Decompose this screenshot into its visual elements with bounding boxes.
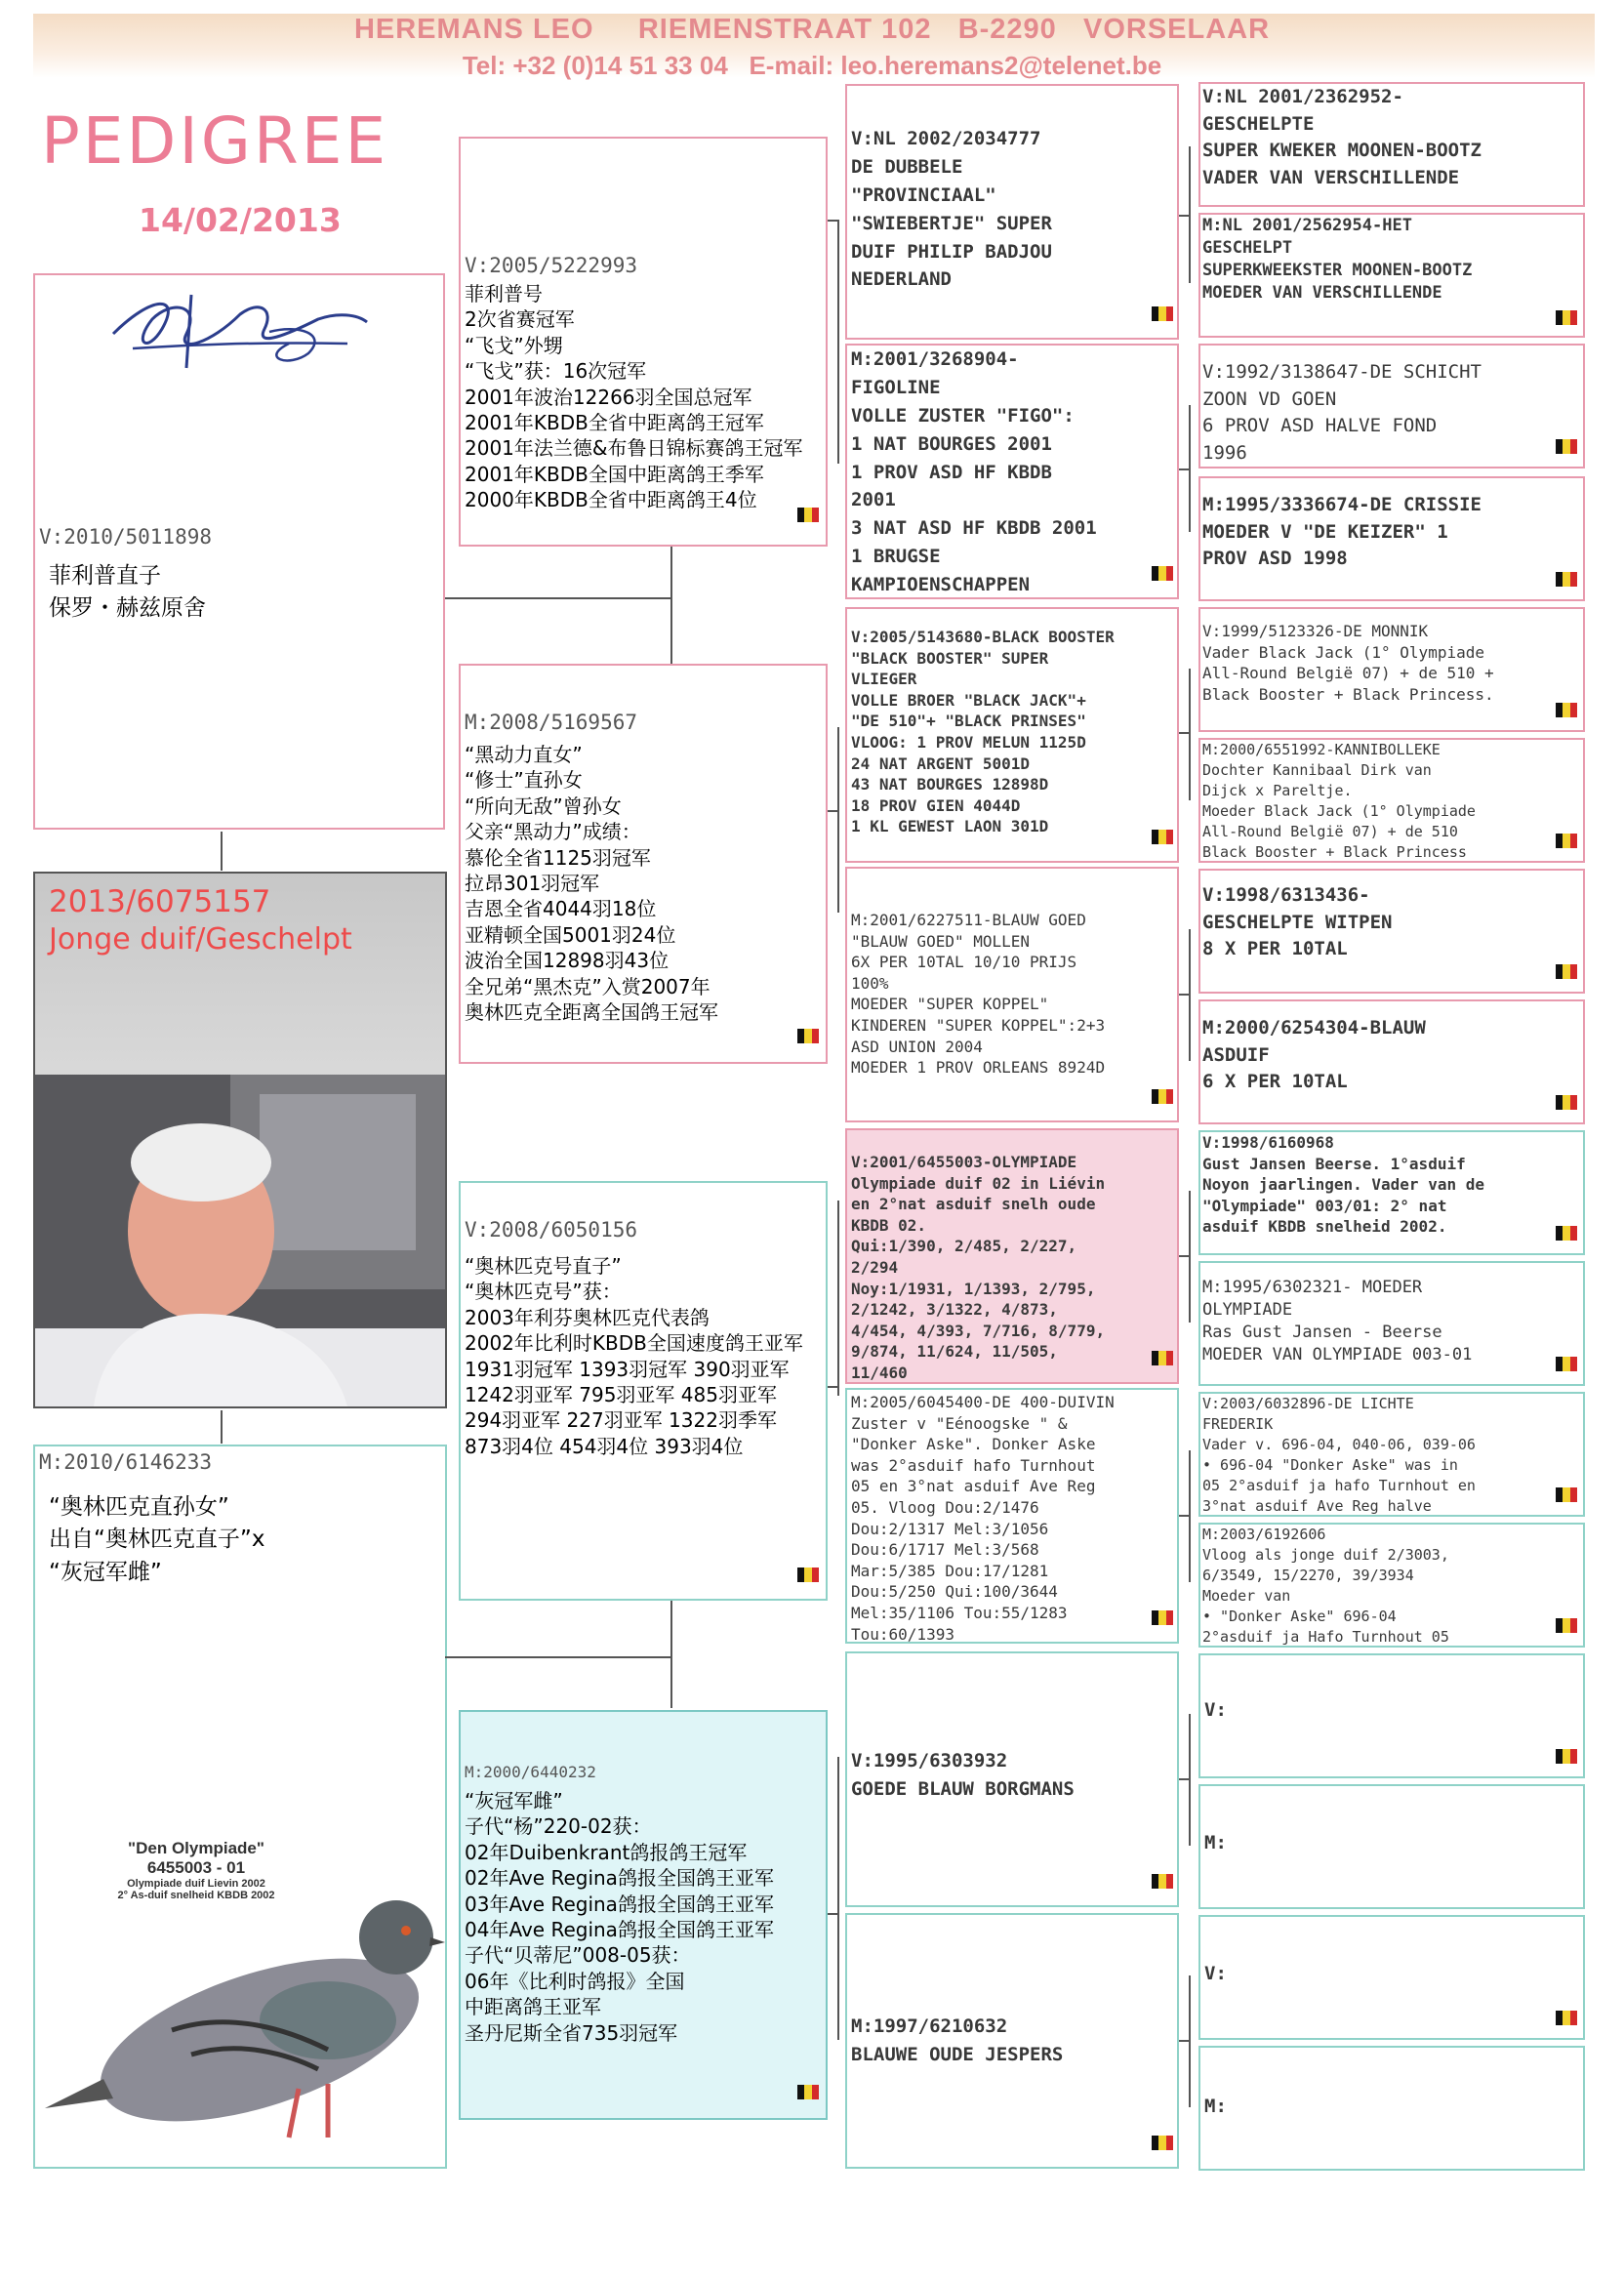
connector: [1189, 669, 1191, 800]
gen4-box-16: [1198, 2046, 1585, 2171]
dam-notes: “奥林匹克直孙女” 出自“奥林匹克直子”x “灰冠军雌”: [49, 1494, 265, 1585]
caption-line-3: Olympiade duif Lievin 2002: [127, 1878, 265, 1890]
gen4-box-5: [1198, 607, 1585, 732]
sire-ring: V:2010/5011898: [39, 525, 213, 549]
gen3-text: M:2001/6227511-BLAUW GOED "BLAUW GOED" MOLLEN 6X PER 10TAL 10/10 PRIJS 100% MOEDER "SUPER KOPPEL" KINDEREN "SUPER KOPPEL":2+3 ASD UNION 2004 MOEDER 1 PROV ORLEANS 8924D: [851, 911, 1106, 1078]
connector: [837, 1757, 839, 2040]
gen4-text: M:2000/6254304-BLAUW ASDUIF 6 X PER 10TAL: [1202, 1017, 1426, 1093]
belgium-flag-icon: [1152, 1874, 1173, 1889]
belgium-flag-icon: [1556, 1226, 1577, 1241]
caption-line-2: 6455003 - 01: [146, 1858, 246, 1877]
connector: [445, 597, 671, 599]
breeder-address: HEREMANS LEO RIEMENSTRAAT 102 B-2290 VORSELAAR: [353, 14, 1271, 45]
gen3-text: M:2001/3268904- FIGOLINE VOLLE ZUSTER "FIGO": 1 NAT BOURGES 2001 1 PROV ASD HF KBDB 2001 3 NAT ASD HF KBDB 2001 1 BRUGSE KAMPIOENSCHAPPEN: [851, 348, 1097, 595]
connector: [1189, 1975, 1191, 2107]
belgium-flag-icon: [1556, 2011, 1577, 2025]
connector: [445, 1656, 671, 1658]
gen4-text: M:1995/6302321- MOEDER OLYMPIADE Ras Gust Jansen - Beerse MOEDER VAN OLYMPIADE 003-01: [1202, 1278, 1473, 1364]
belgium-flag-icon: [1556, 1095, 1577, 1110]
belgium-flag-icon: [1152, 306, 1173, 321]
connector: [1179, 994, 1189, 996]
belgium-flag-icon: [797, 1568, 819, 1582]
connector: [670, 1601, 672, 1708]
belgium-flag-icon: [1152, 1351, 1173, 1365]
connector: [828, 1913, 837, 1915]
gen2-sire-dam-box: [459, 664, 828, 1064]
gen4-text: M:: [1204, 2096, 1227, 2117]
connector: [837, 1201, 839, 1396]
gen2-ring: V:2005/5222993: [465, 254, 638, 277]
gen3-text: M:2005/6045400-DE 400-DUIVIN Zuster v "Eénoogske " & "Donker Aske". Donker Aske was 2°asduif hafo Turnhout 05 en 3°nat asduif Ave Reg 05. Vloog Dou:2/1476 Dou:2/1317 Mel:3/1056 Dou:6/1717 Mel:3/568 Mar:5/385 Dou:17/1281 Dou:5/250 Qui:100/3644 Mel:35/1106 Tou:55/1283 Tou:60/1393: [851, 1393, 1115, 1644]
connector: [1179, 468, 1189, 470]
gen4-box-13: [1198, 1653, 1585, 1778]
gen4-box-10: [1198, 1261, 1585, 1386]
gen4-text: V:: [1204, 1963, 1227, 1984]
pedigree-date: 14/02/2013: [139, 201, 342, 239]
belgium-flag-icon: [1556, 1357, 1577, 1371]
belgium-flag-icon: [1152, 2136, 1173, 2150]
gen4-box-1: [1198, 82, 1585, 207]
belgium-flag-icon: [1556, 1487, 1577, 1502]
belgium-flag-icon: [1556, 703, 1577, 717]
gen3-text: V:1995/6303932 GOEDE BLAUW BORGMANS: [851, 1750, 1075, 1800]
gen4-text: V:2003/6032896-DE LICHTE FREDERIK Vader v. 696-04, 040-06, 039-06 • 696-04 "Donker Aske" was in 05 2°asduif ja hafo Turnhout en 3°nat asduif Ave Reg halve: [1202, 1395, 1476, 1515]
gen2-ring: M:2000/6440232: [465, 1763, 596, 1781]
connector: [837, 220, 839, 464]
gen4-text: M:: [1204, 1832, 1227, 1853]
belgium-flag-icon: [797, 2085, 819, 2099]
gen3-box-4: [845, 867, 1179, 1122]
connector: [1189, 405, 1191, 532]
gen2-sire-sire-box: [459, 137, 828, 547]
gen2-ring: M:2008/5169567: [465, 711, 638, 734]
connector: [1189, 146, 1191, 283]
gen3-box-3: [845, 607, 1179, 863]
gen4-text: M:1995/3336674-DE CRISSIE MOEDER V "DE KEIZER" 1 PROV ASD 1998: [1202, 494, 1482, 570]
connector: [828, 810, 837, 812]
connector: [1189, 929, 1191, 1061]
gen3-text: V:2005/5143680-BLACK BOOSTER "BLACK BOOSTER" SUPER VLIEGER VOLLE BROER "BLACK JACK"+ "DE 510"+ "BLACK PRINSES" VLOOG: 1 PROV MELUN 1125D 24 NAT ARGENT 5001D 43 NAT BOURGES 12898D 18 PROV GIEN 4044D 1 KL GEWEST LAON 301D: [851, 628, 1115, 836]
gen4-box-8: [1198, 999, 1585, 1124]
gen4-box-7: [1198, 869, 1585, 994]
gen3-box-7: [845, 1651, 1179, 1907]
gen4-text: V:1992/3138647-DE SCHICHT ZOON VD GOEN 6 PROV ASD HALVE FOND 1996: [1202, 361, 1482, 464]
gen4-box-6: [1198, 738, 1585, 863]
gen2-notes: “灰冠军雌” 子代“杨”220-02获： 02年Duibenkrant鸽报鸽王冠军 02年Ave Regina鸽报全国鸽王亚军 03年Ave Regina鸽报全国鸽王亚军 04年Ave Regina鸽报全国鸽王亚军 子代“贝蒂尼”008-05获： 06年《比利时鸽报》全国 中距离鸽王亚军 圣丹尼斯全省735羽冠军: [465, 1789, 774, 2045]
belgium-flag-icon: [1556, 439, 1577, 454]
caption-line-1: "Den Olympiade": [128, 1839, 264, 1857]
gen2-notes: “黑动力直女” “修士”直孙女 “所向无敌”曾孙女 父亲“黑动力”成绩： 慕伦全省1125羽冠军 拉昂301羽冠军 吉恩全省4044羽18位 亚精顿全国5001羽24位 波治全国12898羽43位 全兄弟“黑杰克”入赏2007年 奥林匹克全距离全国鸽王冠军: [465, 743, 718, 1024]
gen4-box-15: [1198, 1915, 1585, 2040]
gen2-ring: V:2008/6050156: [465, 1218, 638, 1242]
signature-image: [94, 275, 386, 383]
belgium-flag-icon: [1556, 572, 1577, 587]
caption-line-4: 2° As-duif snelheid KBDB 2002: [117, 1890, 275, 1901]
gen4-box-14: [1198, 1784, 1585, 1909]
gen4-text: V:NL 2001/2362952- GESCHELPTE SUPER KWEKER MOONEN-BOOTZ VADER VAN VERSCHILLENDE: [1202, 86, 1482, 188]
connector: [1189, 1714, 1191, 1846]
gen2-notes: “奥林匹克号直子” “奥林匹克号”获： 2003年利芬奥林匹克代表鸽 2002年比利时KBDB全国速度鸽王亚军 1931羽冠军 1393羽冠军 390羽亚军 1242羽亚军 795羽亚军 485羽亚军 294羽亚军 227羽亚军 1322羽季军 873羽4位 454羽4位 393羽4位: [465, 1254, 803, 1458]
gen3-text: V:NL 2002/2034777 DE DUBBELE "PROVINCIAAL" "SWIEBERTJE" SUPER DUIF PHILIP BADJOU NEDERLAND: [851, 128, 1052, 291]
belgium-flag-icon: [1152, 566, 1173, 581]
gen2-dam-sire-box: [459, 1181, 828, 1601]
connector: [828, 220, 837, 222]
gen3-box-1: [845, 84, 1179, 340]
belgium-flag-icon: [1556, 1749, 1577, 1764]
gen4-box-4: [1198, 476, 1585, 601]
belgium-flag-icon: [1152, 1089, 1173, 1104]
subject-ring: 2013/6075157: [49, 884, 271, 919]
connector: [1179, 215, 1189, 217]
gen3-box-6: [845, 1388, 1179, 1644]
gen3-text: M:1997/6210632 BLAUWE OUDE JESPERS: [851, 2015, 1064, 2065]
connector: [837, 727, 839, 913]
connector: [1179, 732, 1189, 734]
breeder-portrait-image: [35, 1075, 445, 1406]
gen2-notes: 菲利普号 2次省赛冠军 “飞戈”外甥 “飞戈”获：16次冠军 2001年波治12266羽全国总冠军 2001年KBDB全省中距离鸽王冠军 2001年法兰德&布鲁日锦标赛鸽王冠军 2001年KBDB全国中距离鸽王季军 2000年KBDB全省中距离鸽王4位: [465, 282, 803, 512]
belgium-flag-icon: [1556, 1618, 1577, 1633]
sire-notes: 菲利普直子 保罗・赫兹原舍: [49, 563, 206, 622]
gen4-text: M:NL 2001/2562954-HET GESCHELPT SUPERKWEEKSTER MOONEN-BOOTZ MOEDER VAN VERSCHILLENDE: [1202, 216, 1473, 303]
gen4-box-11: [1198, 1392, 1585, 1517]
gen4-text: M:2000/6551992-KANNIBOLLEKE Dochter Kannibaal Dirk van Dijck x Pareltje. Moeder Black Jack (1° Olympiade All-Round België 07) + de 510 Black Booster + Black Princess: [1202, 741, 1476, 861]
belgium-flag-icon: [1556, 310, 1577, 325]
gen4-text: V:1999/5123326-DE MONNIK Vader Black Jack (1° Olympiade All-Round België 07) + de 510 + Black Booster + Black Princess.: [1202, 622, 1494, 704]
gen4-text: V:1998/6313436- GESCHELPTE WITPEN 8 X PER 10TAL: [1202, 884, 1393, 960]
sire-box: [33, 273, 445, 830]
dam-box: [33, 1445, 447, 2169]
connector: [1189, 1191, 1191, 1323]
connector: [1179, 1778, 1189, 1780]
belgium-flag-icon: [1152, 830, 1173, 844]
gen2-dam-dam-box: [459, 1710, 828, 2120]
connector: [221, 832, 223, 871]
gen3-box-2: [845, 344, 1179, 599]
connector: [1179, 1515, 1189, 1517]
connector: [828, 1386, 837, 1388]
connector: [1189, 1450, 1191, 1582]
gen4-box-2: [1198, 213, 1585, 338]
belgium-flag-icon: [1152, 1610, 1173, 1625]
gen4-box-3: [1198, 344, 1585, 468]
subject-photo-box: [33, 872, 447, 1408]
gen3-box-5: [845, 1128, 1179, 1384]
belgium-flag-icon: [797, 1029, 819, 1043]
breeder-contact: Tel: +32 (0)14 51 33 04 E-mail: leo.heremans2@telenet.be: [462, 51, 1162, 80]
connector: [1179, 1255, 1189, 1257]
gen3-box-8: [845, 1913, 1179, 2169]
belgium-flag-icon: [797, 508, 819, 522]
connector: [221, 1410, 223, 1444]
gen4-text: V:: [1204, 1699, 1227, 1721]
gen4-text: V:1998/6160968 Gust Jansen Beerse. 1°asduif Noyon jaarlingen. Vader van de "Olympiade" 003/01: 2° nat asduif KBDB snelheid 2002.: [1202, 1133, 1484, 1237]
connector: [1179, 2040, 1189, 2042]
belgium-flag-icon: [1556, 964, 1577, 979]
gen4-box-12: [1198, 1523, 1585, 1648]
connector: [670, 547, 672, 664]
belgium-flag-icon: [1556, 834, 1577, 848]
dam-ring: M:2010/6146233: [39, 1450, 213, 1474]
gen4-text: M:2003/6192606 Vloog als jonge duif 2/3003, 6/3549, 15/2270, 39/3934 Moeder van • "Donker Aske" 696-04 2°asduif ja Hafo Turnhout 05: [1202, 1526, 1449, 1646]
pigeon-image: [35, 1825, 445, 2167]
gen4-box-9: [1198, 1130, 1585, 1255]
subject-description: Jonge duif/Geschelpt: [49, 922, 352, 957]
gen3-text: V:2001/6455003-OLYMPIADE Olympiade duif 02 in Liévin en 2°nat asduif snelh oude KBDB 02. Qui:1/390, 2/485, 2/227, 2/294 Noy:1/1931, 1/1393, 2/795, 2/1242, 3/1322, 4/873, 4/454, 4/393, 7/716, 8/779, 9/874, 11/624, 11/505, 11/460: [851, 1153, 1106, 1382]
page-title: PEDIGREE: [41, 103, 389, 179]
